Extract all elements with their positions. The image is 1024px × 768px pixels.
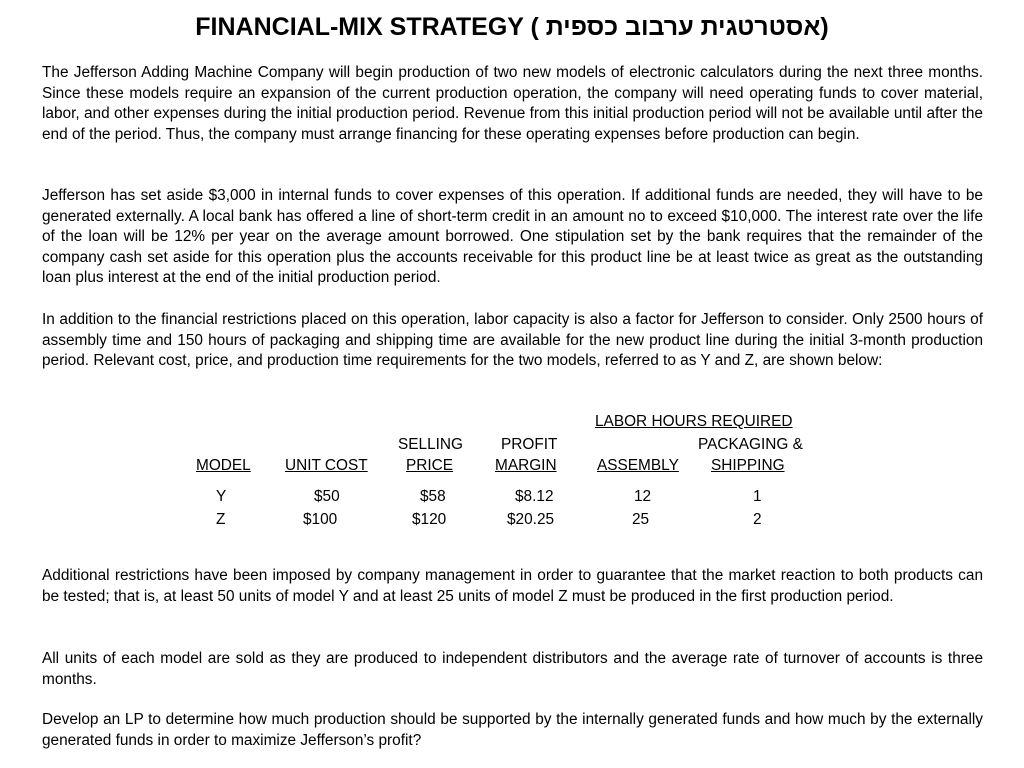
- page-title: FINANCIAL-MIX STRATEGY ( אסטרטגית ערבוב כספית): [195, 13, 829, 41]
- header-selling-price: PRICE: [406, 457, 454, 474]
- header-assembly: ASSEMBLY: [597, 457, 679, 474]
- paragraph-turnover: All units of each model are sold as they are produced to independent distributors and the average rate of turnover of accounts is three months.: [42, 650, 983, 688]
- paragraph-intro: The Jefferson Adding Machine Company will begin production of two new models of electronic calculators during the next three months. Since these models require an expansion of the current production operation, the company will need operating funds to cover material, labor, and other expenses during the initial production period. Revenue from this initial production period will not be available until after the end of the period. Thus, the company must arrange financing for these operating expenses before production can begin.: [42, 64, 983, 143]
- row-z-unit-cost: $100: [303, 511, 338, 528]
- header-profit-top: PROFIT: [501, 436, 558, 453]
- paragraph-labor: In addition to the financial restrictions placed on this operation, labor capacity is also a factor for Jefferson to consider. Only 2500 hours of assembly time and 150 hours of packaging and shipping time are available for the new product line during the initial 3-month production period. Relevant cost, price, and production time requirements for the two models, referred to as Y and Z, are shown below:: [42, 311, 983, 370]
- row-z-selling-price: $120: [412, 511, 447, 528]
- paragraph-task: Develop an LP to determine how much production should be supported by the internally generated funds and how much by the externally generated funds in order to maximize Jefferson’s profit?: [42, 711, 983, 749]
- row-y-unit-cost: $50: [314, 488, 340, 505]
- row-y-assembly: 12: [634, 488, 652, 505]
- row-y-model: Y: [216, 488, 227, 505]
- header-unit-cost: UNIT COST: [285, 457, 368, 474]
- header-packaging-top: PACKAGING &: [698, 436, 803, 453]
- header-profit-margin: MARGIN: [495, 457, 557, 474]
- row-z-profit-margin: $20.25: [507, 511, 555, 528]
- header-model: MODEL: [196, 457, 251, 474]
- row-z-packaging: 2: [753, 511, 762, 528]
- header-selling-top: SELLING: [398, 436, 464, 453]
- row-z-model: Z: [216, 511, 226, 528]
- row-y-selling-price: $58: [420, 488, 446, 505]
- row-z-assembly: 25: [632, 511, 650, 528]
- paragraph-restrictions: Additional restrictions have been imposed by company management in order to guarantee that the market reaction to both products can be tested; that is, at least 50 units of model Y and at least 25 units of model Z must be produced in the first production period.: [42, 567, 983, 605]
- row-y-packaging: 1: [753, 488, 762, 505]
- row-y-profit-margin: $8.12: [515, 488, 554, 505]
- header-shipping: SHIPPING: [711, 457, 785, 474]
- paragraph-financing: Jefferson has set aside $3,000 in internal funds to cover expenses of this operation. If additional funds are needed, they will have to be generated externally. A local bank has offered a line of short-term credit in an amount no to exceed $10,000. The interest rate over the life of the loan will be 12% per year on the average amount borrowed. One stipulation set by the bank requires that the remainder of the company cash set aside for this operation plus the accounts receivable for this product line be at least twice as great as the outstanding loan plus interest at the end of the initial production period.: [42, 187, 983, 287]
- header-labor-hours: LABOR HOURS REQUIRED: [595, 413, 793, 430]
